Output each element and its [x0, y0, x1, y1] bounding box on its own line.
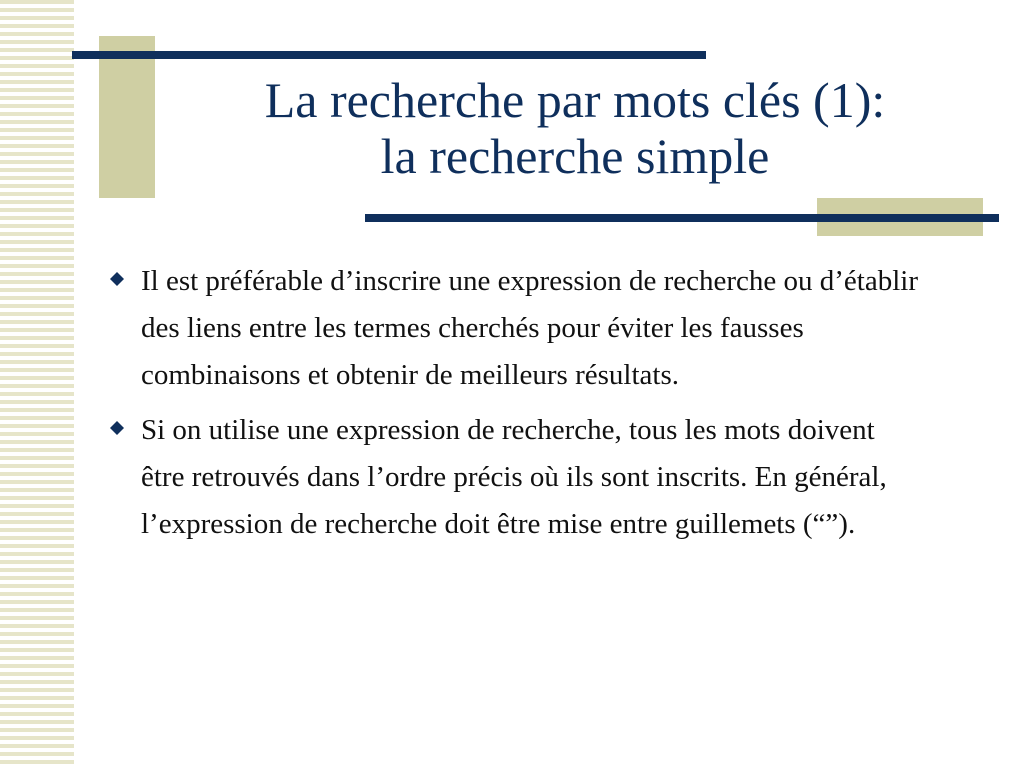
top-accent-bar [72, 51, 706, 59]
top-accent-box [99, 36, 155, 198]
slide-title-line-2: la recherche simple [380, 128, 770, 184]
bottom-accent-bar [365, 214, 999, 222]
diamond-icon [108, 419, 126, 437]
left-stripes-decoration [0, 0, 74, 768]
bullet-text: Si on utilise une expression de recherche, tous les mots doivent être retrouvés dans l’ordre précis où ils sont inscrits. En général, l’expression de recherche doit être mise entre guillemets (“”). [141, 414, 887, 540]
bullet-text: Il est préférable d’inscrire une expression de recherche ou d’établir des liens entre les termes cherchés pour éviter les fausses combinaisons et obtenir de meilleurs résultats. [141, 265, 918, 391]
bullet-item [104, 258, 924, 399]
slide-title [160, 72, 990, 184]
diamond-icon [108, 270, 126, 288]
slide-title-line-1: La recherche par mots clés (1): [264, 72, 886, 128]
bullet-list [104, 258, 924, 556]
bullet-item [104, 407, 924, 548]
